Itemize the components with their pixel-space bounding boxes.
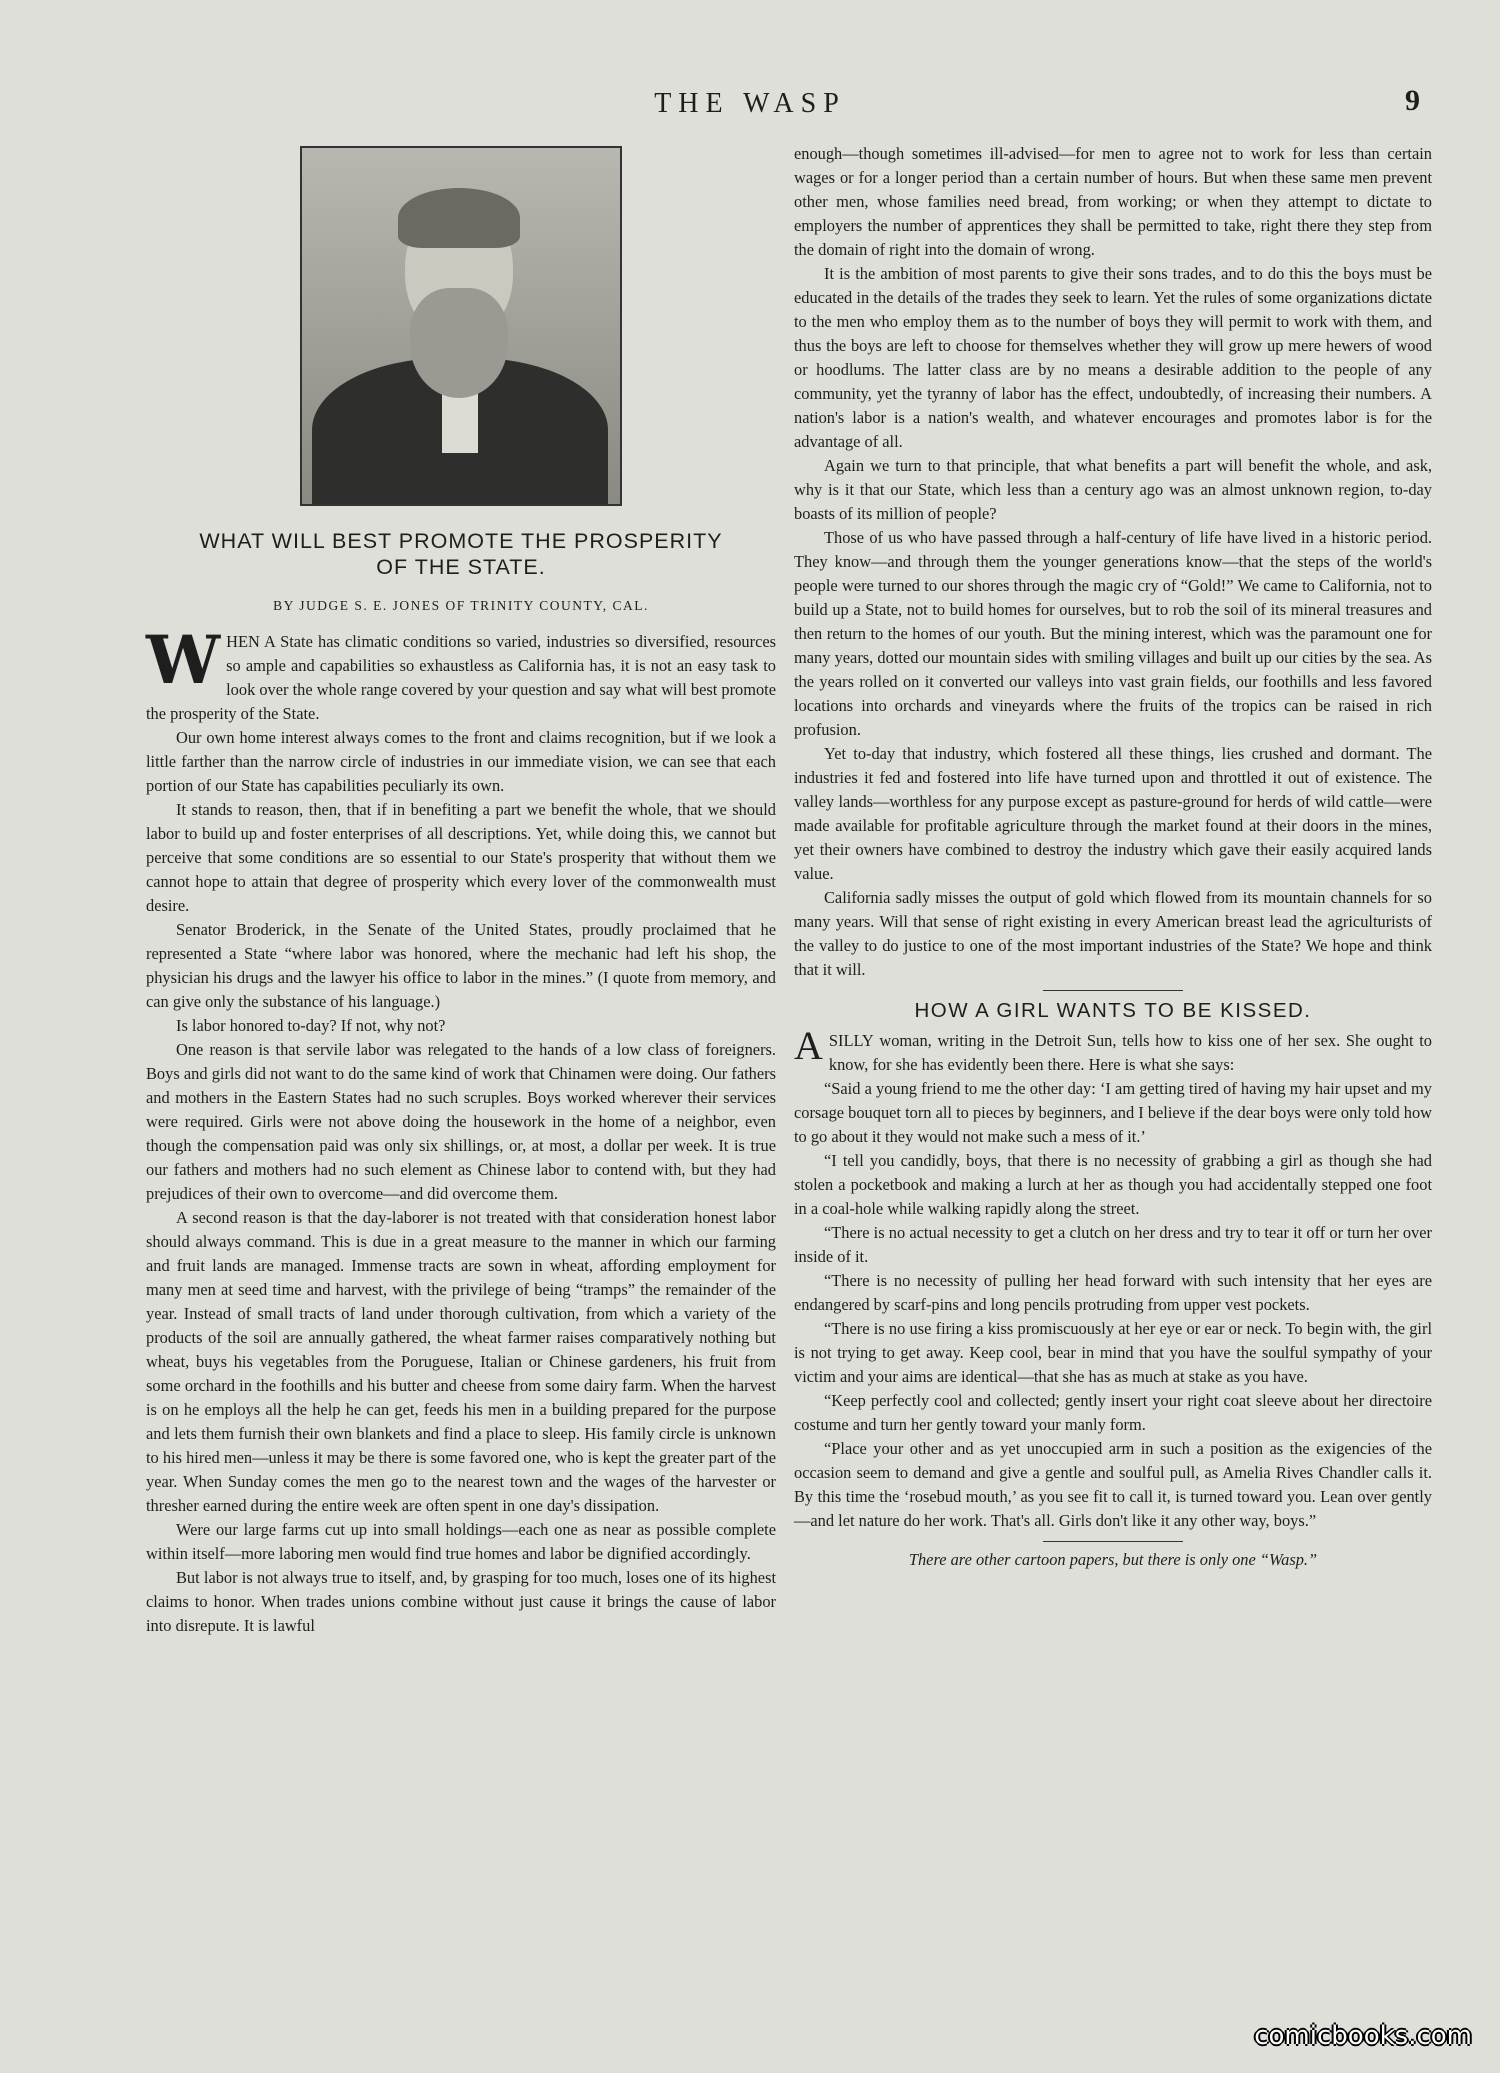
paragraph: Those of us who have passed through a half-century of life have lived in a historic period. They know—and through them the younger generations know—that the steps of the world's people were turned to our shores through the magic cry of “Gold!” We came to California, not to build up a State, not to build homes for ourselves, but to rob the soil of its mineral treasures and then return to the homes of our youth. But the mining interest, which was the paramount one for many years, dotted our mountain sides with smiling villages and built up our cities by the sea. As the years rolled on it converted our valleys into vast grain fields, our foothills and less favored locations into orchards and vineyards where the fruits of the tropics can be raised in rich profusion. bbox=[794, 528, 1432, 739]
paragraph: “Said a young friend to me the other day: ‘I am getting tired of having my hair upset and my corsage bouquet torn all to pieces by beginners, and I believe if the dear boys were only told how to go about it they would not make such a mess of it.’ bbox=[794, 1079, 1432, 1146]
paragraph: WHEN A State has climatic conditions so varied, industries so diversified, resources so ample and capabilities so exhaustless as California has, it is not an easy task to look over the whole range covered by your question and say what will best promote the prosperity of the State. bbox=[146, 621, 776, 723]
paragraph: “Keep perfectly cool and collected; gently insert your right coat sleeve about her directoire costume and turn her gently toward your manly form. bbox=[794, 1391, 1432, 1434]
paragraph: “There is no necessity of pulling her head forward with such intensity that her eyes are endangered by scarf-pins and long pencils protruding from upper vest pockets. bbox=[794, 1271, 1432, 1314]
paragraph: Were our large farms cut up into small holdings—each one as near as possible complete within itself—more laboring men would find true homes and labor be dignified accordingly. bbox=[146, 1520, 776, 1563]
headline-line2: OF THE STATE. bbox=[376, 555, 546, 579]
divider bbox=[1043, 1541, 1183, 1542]
article-headline bbox=[146, 528, 776, 580]
paragraph: “I tell you candidly, boys, that there is no necessity of grabbing a girl as though she had stolen a pocketbook and making a lurch at her as though you had accidentally stepped one foot in a coal-hole while walking rapidly along the street. bbox=[794, 1151, 1432, 1218]
paragraph: But labor is not always true to itself, and, by grasping for too much, loses one of its highest claims to honor. When trades unions combine without just cause it brings the cause of labor into disrepute. It is lawful bbox=[146, 1568, 776, 1635]
paragraph: “There is no use firing a kiss promiscuously at her eye or ear or neck. To begin with, the girl is not trying to get away. Keep cool, bear in mind that you have the soulful sympathy of your victim and your aims are identical—that she has as much at stake as you have. bbox=[794, 1319, 1432, 1386]
article-body bbox=[146, 621, 776, 1638]
paragraph: Senator Broderick, in the Senate of the United States, proudly proclaimed that he represented a State “where labor was honored, where the mechanic had left his shop, the physician his drugs and the lawyer his office to labor in the mines.” (I quote from memory, and can give only the substance of his language.) bbox=[146, 920, 776, 1011]
paragraph: Our own home interest always comes to the front and claims recognition, but if we look a little farther than the narrow circle of industries in our immediate vision, we can see that each portion of our State has capabilities peculiarly its own. bbox=[146, 728, 776, 795]
paragraph: ASILLY woman, writing in the Detroit Sun, tells how to kiss one of her sex. She ought to know, for she has evidently been there. Here is what she says: bbox=[794, 1023, 1432, 1074]
paragraph: Is labor honored to-day? If not, why not? bbox=[176, 1016, 446, 1035]
paragraph: “There is no actual necessity to get a clutch on her dress and try to tear it off or turn her over inside of it. bbox=[794, 1223, 1432, 1266]
right-column bbox=[794, 142, 1432, 1570]
kiss-article bbox=[794, 1023, 1432, 1533]
drop-cap: W bbox=[146, 621, 221, 699]
paragraph: California sadly misses the output of gold which flowed from its mountain channels for so many years. Will that sense of right existing in every American breast lead the agriculturists of the valley to do justice to one of the most important industries of the State? We hope and think that it will. bbox=[794, 888, 1432, 979]
watermark: comicbooks.com bbox=[1254, 2021, 1472, 2051]
paragraph: enough—though sometimes ill-advised—for men to agree not to work for less than certain wages or for a longer period than a certain number of hours. But when these same men prevent other men, whose families need bread, from working; or when they attempt to dictate to employers the number of apprentices they shall be permitted to take, right there they step from the domain of right into the domain of wrong. bbox=[794, 144, 1432, 259]
masthead: THE WASP bbox=[654, 88, 846, 119]
paragraph: It stands to reason, then, that if in benefiting a part we benefit the whole, that we should labor to build up and foster enterprises of all descriptions. Yet, while doing this, we cannot but perceive that some conditions are so essential to our State's prosperity that without them we cannot hope to attain that degree of prosperity which every lover of the commonwealth must desire. bbox=[146, 800, 776, 915]
page-number: 9 bbox=[1405, 84, 1420, 117]
paragraph: One reason is that servile labor was relegated to the hands of a low class of foreigners. Boys and girls did not want to do the same kind of work that Chinamen were doing. Our fathers and mothers in the Eastern States had no such scruples. Boys worked wherever their services were required. Girls were not above doing the housework in the home of a neighbor, even though the compensation paid was only six shillings, or, at most, a dollar per week. It is true our fathers and mothers had no such element as Chinese labor to contend with, but they had prejudices of their own to overcome—and did overcome them. bbox=[146, 1040, 776, 1203]
drop-cap: A bbox=[794, 1023, 823, 1068]
footer-slogan: There are other cartoon papers, but there is only one “Wasp.” bbox=[908, 1550, 1318, 1569]
divider bbox=[1043, 990, 1183, 991]
paragraph: Again we turn to that principle, that what benefits a part will benefit the whole, and ask, why is it that our State, which less than a century ago was an almost unknown region, to-day boasts of its million of people? bbox=[794, 456, 1432, 523]
paragraph: Yet to-day that industry, which fostered all these things, lies crushed and dormant. The industries it fed and fostered into life have turned upon and throttled it out of existence. The valley lands—worthless for any purpose except as pasture-ground for herds of wild cattle—were made available for profitable agriculture through the market found at their doors in the mines, yet their owners have combined to destroy the industry which gave their easily acquired lands value. bbox=[794, 744, 1432, 883]
paragraph: It is the ambition of most parents to give their sons trades, and to do this the boys must be educated in the details of the trades they seek to learn. Yet the rules of some organizations dictate to the men who employ them as to the number of boys they will permit to work with them, and thus the boys are left to choose for themselves whether they will grow up mere hewers of wood or hoodlums. The latter class are by no means a desirable addition to the people of any community, yet the tyranny of labor has the effect, undoubtedly, of increasing their numbers. A nation's labor is a nation's wealth, and whatever encourages and promotes labor is for the advantage of all. bbox=[794, 264, 1432, 451]
byline: BY JUDGE S. E. JONES OF TRINITY COUNTY, CAL. bbox=[273, 598, 649, 613]
headline-line1: WHAT WILL BEST PROMOTE THE PROSPERITY bbox=[199, 529, 723, 553]
left-column bbox=[146, 142, 776, 1638]
portrait-image bbox=[300, 146, 622, 506]
kiss-headline: HOW A GIRL WANTS TO BE KISSED. bbox=[914, 999, 1312, 1022]
paragraph: A second reason is that the day-laborer is not treated with that consideration honest labor should always command. This is due in a great measure to the manner in which our farming and fruit lands are managed. Immense tracts are sown in wheat, affording employment for many men at seed time and harvest, with the privilege of being “tramps” the remainder of the year. Instead of small tracts of land under thorough cultivation, from which a variety of the products of the soil are annually gathered, the wheat farmer raises comparatively nothing but wheat, buys his vegetables from the Poruguese, Italian or Chinese gardeners, his fruit from some orchard in the foothills and his butter and cheese from some dairy farm. When the harvest is on he employs all the help he can get, feeds his men in a building prepared for the purpose and lets them furnish their own blankets and find a place to sleep. His family circle is unknown to his hired men—unless it may be there is some favored one, who is kept the greater part of the year. When Sunday comes the men go to the nearest town and the wages of the harvester or thresher earned during the entire week are often spent in one day's dissipation. bbox=[146, 1208, 776, 1515]
article-continued bbox=[794, 142, 1432, 982]
paragraph: “Place your other and as yet unoccupied arm in such a position as the exigencies of the occasion seem to demand and give a gentle and soulful pull, as Amelia Rives Chandler calls it. By this time the ‘rosebud mouth,’ as you see fit to call it, is turned toward you. Lean over gently—and let nature do her work. That's all. Girls don't like it any other way, boys.” bbox=[794, 1439, 1432, 1530]
